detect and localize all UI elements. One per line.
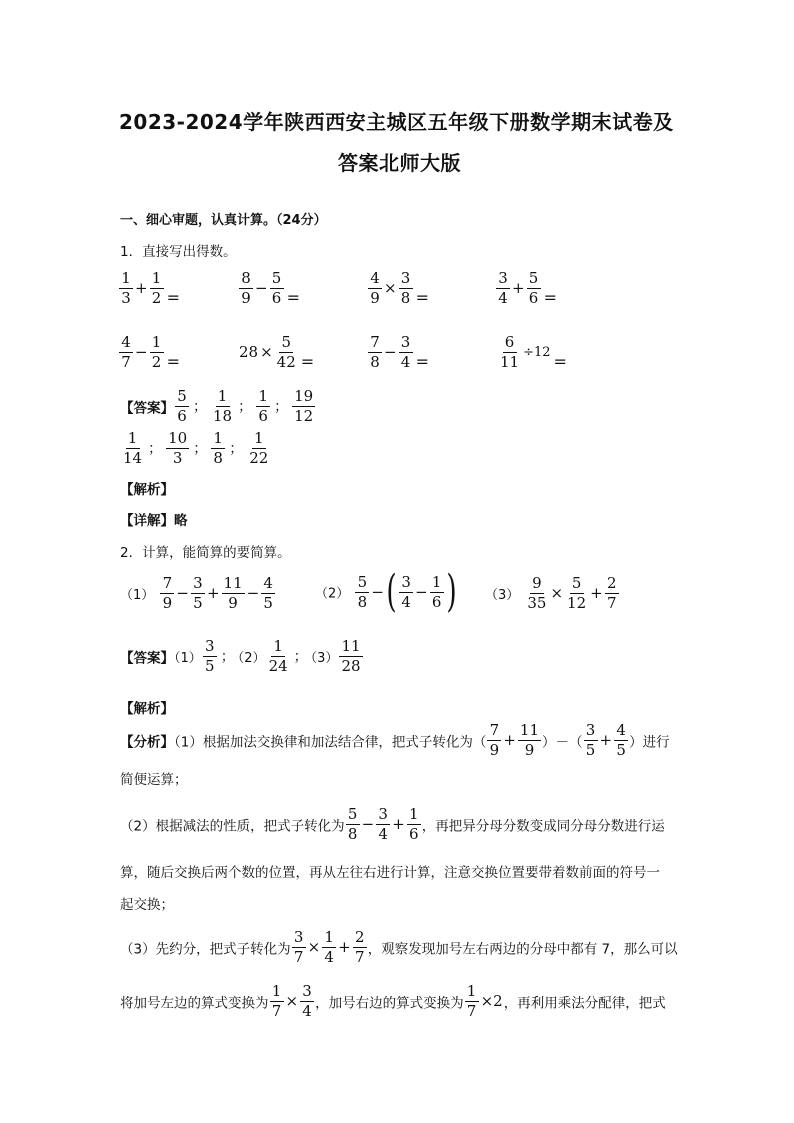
fraction: $\frac{19}{12}$ <box>294 387 314 425</box>
title-line-1: 2023-2024学年陕西西安主城区五年级下册数学期末试卷及 <box>119 110 674 134</box>
fraction: $\frac{1}{7}$ <box>270 983 284 1020</box>
expr-1-3: $\frac{4}{9}$ × $\frac{3}{8}$ = <box>367 270 429 307</box>
expr-1-2: $\frac{8}{9}$ − $\frac{5}{6}$ = <box>238 270 300 307</box>
fraction: $\frac{11}{9}$ <box>519 721 540 759</box>
expr-1-1: $\frac{1}{3}$ + $\frac{1}{2}$ = <box>118 270 180 307</box>
q1-answer-row-1: 【答案】 $\frac{5}{6}$ ； $\frac{1}{18}$ ； $\frac{1}{6}$ ； $\frac{19}{12}$ <box>120 387 314 425</box>
section-heading: 一、细心审题，认真计算。（24分） <box>120 213 327 228</box>
q1-analysis-label: 【解析】 <box>120 482 174 498</box>
fraction: $\frac{3}{4}$ <box>399 574 413 611</box>
fraction: $\frac{1}{8}$ <box>211 430 225 467</box>
fraction: $\frac{3}{4}$ <box>300 983 314 1020</box>
fraction: $\frac{1}{14}$ <box>123 429 143 467</box>
fraction: $\frac{2}{7}$ <box>605 575 619 612</box>
fraction: $\frac{1}{7}$ <box>465 983 479 1020</box>
fraction: $\frac{5}{6}$ <box>527 270 541 307</box>
fraction: $\frac{8}{9}$ <box>239 270 253 307</box>
q1-detail-label: 【详解】略 <box>120 513 188 529</box>
fraction: $\frac{1}{3}$ <box>119 270 133 307</box>
answer-label: 【答案】 <box>120 400 174 417</box>
fraction: $\frac{3}{7}$ <box>292 929 306 966</box>
fraction: $\frac{3}{8}$ <box>399 270 413 307</box>
fraction: $\frac{3}{5}$ <box>191 575 205 612</box>
q2-analysis-label: 【解析】 <box>120 701 174 717</box>
fraction: $\frac{3}{4}$ <box>496 270 510 307</box>
fraction: $\frac{7}{8}$ <box>368 334 382 371</box>
q2-expr-3: （3） $\frac{9}{35}$ × $\frac{5}{12}$ + $\frac{2}{7}$ <box>485 575 620 612</box>
fraction: $\frac{7}{9}$ <box>487 722 501 759</box>
fraction: $\frac{1}{2}$ <box>150 270 164 307</box>
fraction: $\frac{5}{42}$ <box>276 333 296 371</box>
fraction: $\frac{1}{6}$ <box>430 574 444 611</box>
fraction: $\frac{11}{28}$ <box>341 637 361 675</box>
expr-2-2: 28 × $\frac{5}{42}$ = <box>239 333 315 371</box>
analysis-line-1: 【分析】（1）根据加法交换律和加法结合律，把式子转化为（ $\frac{7}{9}$ + $\frac{11}{9}$ ）－（ $\frac{3}{5}$ + $\frac{4}{5}$ ）进行 <box>120 721 670 759</box>
fraction: $\frac{2}{7}$ <box>353 929 367 966</box>
fraction: $\frac{5}{8}$ <box>355 574 369 611</box>
fraction: $\frac{3}{4}$ <box>376 806 390 843</box>
analysis-line-3b: 将加号左边的算式变换为 $\frac{1}{7}$ × $\frac{3}{4}$ ，加号右边的算式变换为 $\frac{1}{7}$ ×2，再利用乘法分配律，把式 <box>120 982 666 1020</box>
analysis-line-3: （3）先约分，把式子转化为 $\frac{3}{7}$ × $\frac{1}{4}$ + $\frac{2}{7}$ ，观察发现加号左右两边的分母中都有 7，那么可以 <box>120 928 678 966</box>
fraction: $\frac{3}{4}$ <box>399 334 413 371</box>
fraction: $\frac{9}{35}$ <box>527 574 547 612</box>
fraction: $\frac{1}{18}$ <box>213 387 233 425</box>
fraction: $\frac{1}{24}$ <box>268 637 288 675</box>
fraction: $\frac{5}{12}$ <box>567 574 587 612</box>
analysis-line-1b: 简便运算； <box>120 772 188 788</box>
q1-answer-row-2: $\frac{1}{14}$ ； $\frac{10}{3}$ ； $\frac{1}{8}$ ； $\frac{1}{22}$ <box>123 429 269 467</box>
fraction: $\frac{4}{7}$ <box>119 334 133 371</box>
fraction: $\frac{4}{5}$ <box>614 722 628 759</box>
fraction: $\frac{1}{6}$ <box>407 806 421 843</box>
expr-2-1: $\frac{4}{7}$ − $\frac{1}{2}$ = <box>118 334 180 371</box>
fraction: $\frac{1}{2}$ <box>150 334 164 371</box>
fraction: $\frac{5}{6}$ <box>270 270 284 307</box>
q2-expr-2: （2） $\frac{5}{8}$ −( $\frac{3}{4}$ − $\frac{1}{6}$ ) <box>315 566 457 617</box>
expr-1-4: $\frac{3}{4}$ + $\frac{5}{6}$ = <box>495 270 557 307</box>
question-1-prompt: 1．直接写出得数。 <box>120 244 237 260</box>
q2-expr-1: （1） $\frac{7}{9}$ − $\frac{3}{5}$ + $\frac{11}{9}$ − $\frac{4}{5}$ <box>120 575 276 612</box>
question-2-prompt: 2．计算，能简算的要简算。 <box>120 545 291 561</box>
fraction: $\frac{4}{5}$ <box>261 575 275 612</box>
fraction: $\frac{10}{3}$ <box>168 429 188 467</box>
expr-2-3: $\frac{7}{8}$ − $\frac{3}{4}$ = <box>367 334 429 371</box>
title-line-2: 答案北师大版 <box>338 151 461 175</box>
analysis-line-2b: 算，随后交换后两个数的位置，再从左往右进行计算，注意交换位置要带着数前面的符号一 <box>120 865 660 881</box>
analysis-line-2c: 起交换； <box>120 897 174 913</box>
analysis-line-2: （2）根据减法的性质，把式子转化为 $\frac{5}{8}$ − $\frac{3}{4}$ + $\frac{1}{6}$ ，再把异分母分数变成同分母分数进行运 <box>120 805 665 843</box>
fraction: $\frac{4}{9}$ <box>368 270 382 307</box>
fraction: $\frac{1}{6}$ <box>256 388 270 425</box>
fraction: $\frac{7}{9}$ <box>160 575 174 612</box>
fraction: $\frac{1}{22}$ <box>249 429 269 467</box>
fraction: $\frac{6}{11}$ <box>500 333 520 371</box>
fraction: $\frac{3}{5}$ <box>203 638 217 675</box>
fraction: $\frac{5}{6}$ <box>175 388 189 425</box>
expr-2-4: $\frac{6}{11}$ ÷12 = <box>500 333 567 371</box>
fraction: $\frac{11}{9}$ <box>223 574 243 612</box>
q2-answer: 【答案】（1） $\frac{3}{5}$ ； （2） $\frac{1}{24}$ ； （3） $\frac{11}{28}$ <box>120 637 361 675</box>
fraction: $\frac{3}{5}$ <box>584 722 598 759</box>
fraction: $\frac{5}{8}$ <box>346 806 360 843</box>
fraction: $\frac{1}{4}$ <box>322 929 336 966</box>
